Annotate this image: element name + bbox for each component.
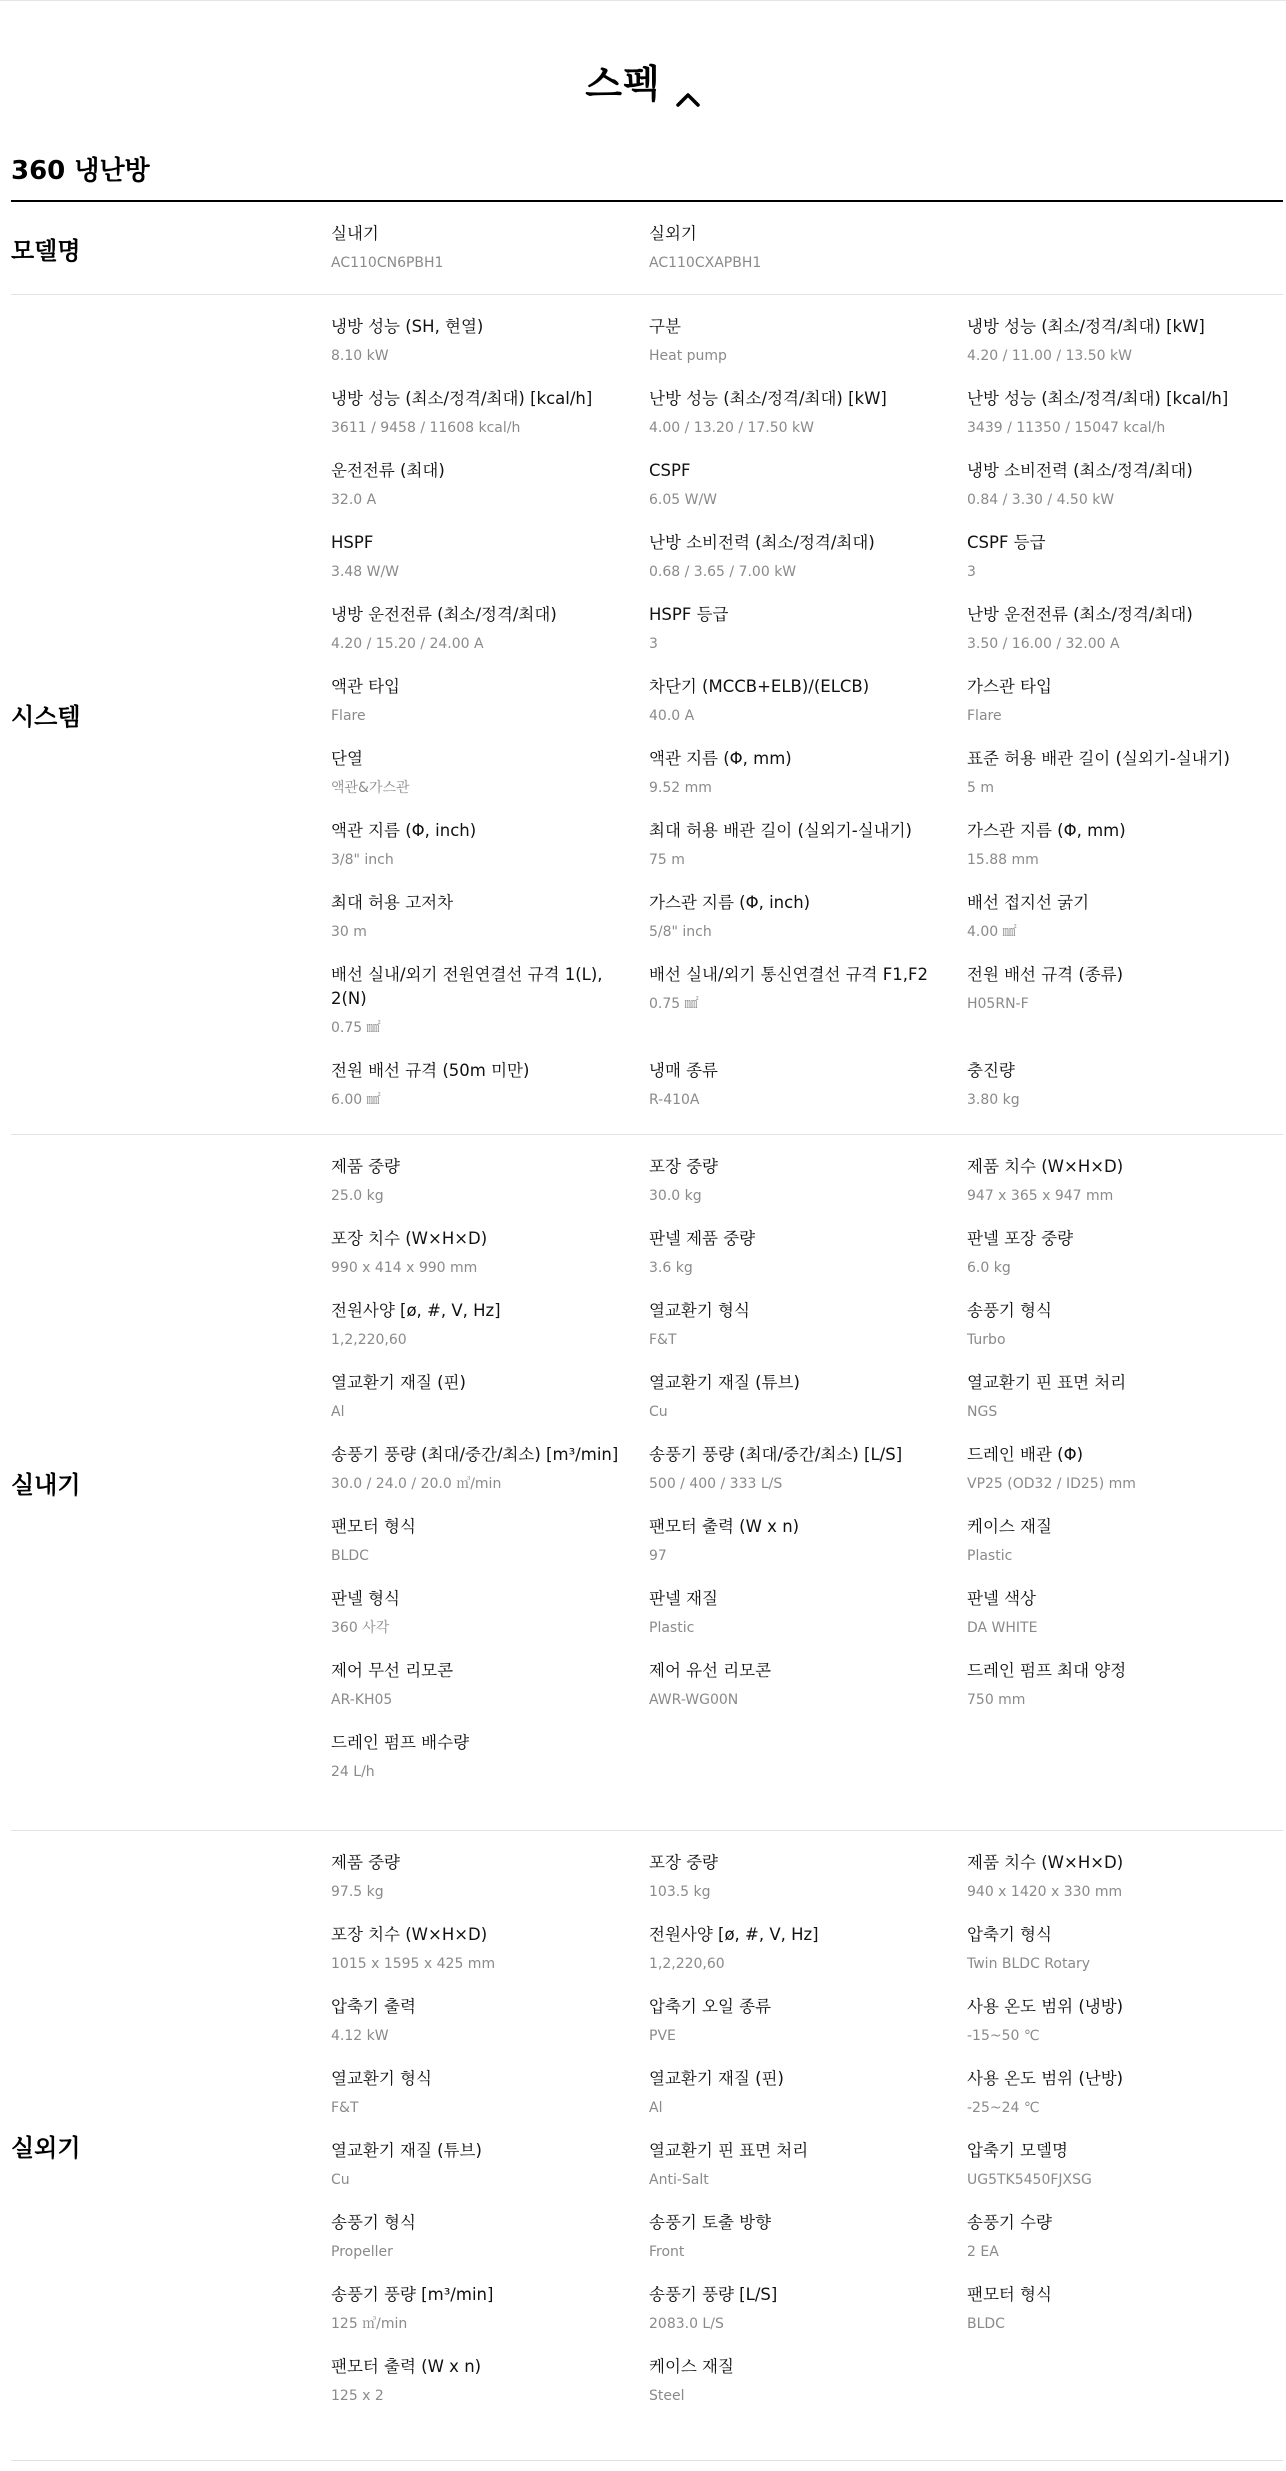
spec-item-value: 75 m xyxy=(649,852,685,868)
spec-item xyxy=(649,1587,967,1659)
spec-item-label: 냉방 성능 (최소/정격/최대) [kW] xyxy=(967,317,1205,336)
spec-item xyxy=(331,1587,649,1659)
spec-item-label: 열교환기 재질 (핀) xyxy=(649,2069,784,2088)
spec-item-value: 3.80 kg xyxy=(967,1092,1020,1108)
spec-item xyxy=(649,819,967,891)
spec-item-value: F&T xyxy=(649,1332,677,1348)
spec-item-value: 30.0 kg xyxy=(649,1188,702,1204)
spec-item xyxy=(331,603,649,675)
spec-item-value: -25~24 ℃ xyxy=(967,2100,1040,2116)
section-indoor xyxy=(11,1135,1283,1830)
product-title: 360 냉난방 xyxy=(11,156,150,186)
spec-item-label: 판넬 색상 xyxy=(967,1589,1037,1608)
spec-item xyxy=(967,819,1283,891)
spec-item-label: 제어 유선 리모콘 xyxy=(649,1661,772,1680)
spec-item-label: 판넬 포장 중량 xyxy=(967,1229,1074,1248)
spec-item-value: AC110CN6PBH1 xyxy=(331,255,444,271)
spec-item xyxy=(649,1995,967,2067)
spec-item xyxy=(967,315,1283,387)
spec-item-value: Anti-Salt xyxy=(649,2172,709,2188)
spec-item-label: 냉방 성능 (SH, 현열) xyxy=(331,317,484,336)
spec-item-label: 운전전류 (최대) xyxy=(331,461,445,480)
spec-item-label: 난방 소비전력 (최소/정격/최대) xyxy=(649,533,875,552)
spec-item xyxy=(967,1659,1283,1731)
spec-item-label: 팬모터 형식 xyxy=(331,1517,416,1536)
spec-item xyxy=(967,2211,1283,2283)
section-label-outdoor: 실외기 xyxy=(11,2134,81,2162)
spec-item-value: 947 x 365 x 947 mm xyxy=(967,1188,1114,1204)
spec-item xyxy=(649,459,967,531)
spec-item xyxy=(331,1515,649,1587)
spec-item-value: Plastic xyxy=(649,1620,695,1636)
spec-item-value: 3.50 / 16.00 / 32.00 A xyxy=(967,636,1120,652)
spec-item xyxy=(649,1851,967,1923)
spec-item-value: AR-KH05 xyxy=(331,1692,393,1708)
spec-item-label: 전원 배선 규격 (종류) xyxy=(967,965,1124,984)
spec-item-label: 전원 배선 규격 (50m 미만) xyxy=(331,1061,530,1080)
spec-item xyxy=(331,2283,649,2355)
spec-item-label: 드레인 배관 (Φ) xyxy=(967,1445,1084,1464)
spec-item-value: 750 mm xyxy=(967,1692,1026,1708)
spec-header xyxy=(0,50,1286,110)
spec-item-label: HSPF 등급 xyxy=(649,605,729,624)
spec-item xyxy=(331,315,649,387)
spec-item xyxy=(331,1923,649,1995)
spec-item-value: 1,2,220,60 xyxy=(331,1332,407,1348)
spec-item xyxy=(331,1155,649,1227)
spec-item-label: 팬모터 출력 (W x n) xyxy=(331,2357,482,2376)
spec-item xyxy=(649,1299,967,1371)
spec-item-value: 5/8" inch xyxy=(649,924,712,940)
spec-item-label: HSPF xyxy=(331,533,374,552)
spec-item-label: 냉방 소비전력 (최소/정격/최대) xyxy=(967,461,1193,480)
spec-item-label: CSPF 등급 xyxy=(967,533,1046,552)
spec-item-value: BLDC xyxy=(331,1548,369,1564)
spec-item xyxy=(649,531,967,603)
spec-item-value: -15~50 ℃ xyxy=(967,2028,1040,2044)
spec-item-label: 배선 접지선 굵기 xyxy=(967,893,1090,912)
spec-item-value: 3 xyxy=(649,636,658,652)
spec-item xyxy=(967,891,1283,963)
spec-item xyxy=(331,2067,649,2139)
spec-item xyxy=(331,387,649,459)
spec-item-value: 6.0 kg xyxy=(967,1260,1011,1276)
section-system xyxy=(11,295,1283,1134)
spec-item-label: 열교환기 형식 xyxy=(649,1301,750,1320)
spec-item xyxy=(649,2355,967,2427)
spec-item-label: 제품 치수 (W×H×D) xyxy=(967,1157,1124,1176)
spec-item xyxy=(331,1659,649,1731)
spec-item-label: 판넬 형식 xyxy=(331,1589,401,1608)
spec-item-label: 팬모터 출력 (W x n) xyxy=(649,1517,800,1536)
spec-item xyxy=(967,387,1283,459)
spec-item-value: R-410A xyxy=(649,1092,700,1108)
spec-item-value: 360 사각 xyxy=(331,1620,390,1636)
spec-item xyxy=(649,963,967,1059)
spec-item-value: 3.48 W/W xyxy=(331,564,400,580)
section-model xyxy=(11,202,1283,294)
top-divider xyxy=(0,0,1286,1)
spec-item-value: 30 m xyxy=(331,924,367,940)
spec-item xyxy=(967,1155,1283,1227)
spec-item xyxy=(967,1851,1283,1923)
spec-item xyxy=(967,675,1283,747)
spec-item-label: 냉방 운전전류 (최소/정격/최대) xyxy=(331,605,557,624)
spec-item-label: 액관 타입 xyxy=(331,677,401,696)
spec-item-value: F&T xyxy=(331,2100,359,2116)
spec-item-value: 40.0 A xyxy=(649,708,695,724)
spec-item-value: 액관&가스관 xyxy=(331,780,410,796)
spec-item xyxy=(331,675,649,747)
spec-item-value: 6.00 ㎟ xyxy=(331,1092,381,1108)
spec-item-label: 송풍기 형식 xyxy=(967,1301,1052,1320)
spec-item xyxy=(649,1227,967,1299)
spec-item-value: 500 / 400 / 333 L/S xyxy=(649,1476,783,1492)
spec-item-value: 30.0 / 24.0 / 20.0 ㎥/min xyxy=(331,1476,502,1492)
spec-item xyxy=(649,1659,967,1731)
spec-item-label: 구분 xyxy=(649,317,681,336)
bottom-divider xyxy=(11,2460,1283,2461)
spec-item-label: 단열 xyxy=(331,749,363,768)
spec-title: 스펙 xyxy=(585,61,661,106)
spec-item-value: Cu xyxy=(331,2172,350,2188)
spec-item-value: PVE xyxy=(649,2028,676,2044)
spec-item-value: UG5TK5450FJXSG xyxy=(967,2172,1092,2188)
spec-item-label: 압축기 모델명 xyxy=(967,2141,1068,2160)
spec-item-value: Turbo xyxy=(967,1332,1006,1348)
spec-item xyxy=(331,1299,649,1371)
spec-item xyxy=(331,891,649,963)
spec-item-label: 가스관 타입 xyxy=(967,677,1052,696)
spec-item-value: Propeller xyxy=(331,2244,393,2260)
spec-item-value: 3 xyxy=(967,564,976,580)
spec-item xyxy=(967,2139,1283,2211)
spec-item-label: 송풍기 풍량 (최대/중간/최소) [m³/min] xyxy=(331,1445,619,1464)
spec-item xyxy=(649,315,967,387)
spec-item-value: Plastic xyxy=(967,1548,1013,1564)
spec-grid-indoor xyxy=(331,1155,1283,1803)
spec-item xyxy=(967,1923,1283,1995)
spec-item-label: 포장 치수 (W×H×D) xyxy=(331,1925,488,1944)
spec-item-label: 최대 허용 배관 길이 (실외기-실내기) xyxy=(649,821,912,840)
spec-item xyxy=(331,459,649,531)
spec-item-value: 1,2,220,60 xyxy=(649,1956,725,1972)
spec-item xyxy=(967,1059,1283,1131)
spec-item-label: 송풍기 풍량 [m³/min] xyxy=(331,2285,494,2304)
spec-item-label: 배선 실내/외기 전원연결선 규격 1(L), 2(N) xyxy=(331,965,603,1008)
spec-item-label: 드레인 펌프 최대 양정 xyxy=(967,1661,1127,1680)
spec-item-label: 열교환기 재질 (튜브) xyxy=(649,1373,800,1392)
spec-item-value: 0.75 ㎟ xyxy=(649,996,699,1012)
spec-item xyxy=(967,1587,1283,1659)
spec-item-value: VP25 (OD32 / ID25) mm xyxy=(967,1476,1136,1492)
spec-item xyxy=(967,1299,1283,1371)
spec-item-label: 실내기 xyxy=(331,224,379,243)
spec-item-label: 사용 온도 범위 (난방) xyxy=(967,2069,1124,2088)
spec-item-label: 송풍기 풍량 [L/S] xyxy=(649,2285,778,2304)
spec-item-label: 압축기 형식 xyxy=(967,1925,1052,1944)
spec-item-label: 냉방 성능 (최소/정격/최대) [kcal/h] xyxy=(331,389,593,408)
spec-item-label: 액관 지름 (Φ, mm) xyxy=(649,749,792,768)
spec-item-value: 4.20 / 11.00 / 13.50 kW xyxy=(967,348,1132,364)
spec-item-value: 4.00 / 13.20 / 17.50 kW xyxy=(649,420,814,436)
spec-item xyxy=(331,531,649,603)
spec-item-label: 가스관 지름 (Φ, inch) xyxy=(649,893,811,912)
spec-item xyxy=(649,1371,967,1443)
spec-item xyxy=(331,2211,649,2283)
spec-item-label: 제품 중량 xyxy=(331,1853,401,1872)
spec-item xyxy=(331,819,649,891)
spec-item-value: 6.05 W/W xyxy=(649,492,718,508)
spec-item-value: 2083.0 L/S xyxy=(649,2316,724,2332)
spec-item-value: AWR-WG00N xyxy=(649,1692,739,1708)
spec-item-value: 15.88 mm xyxy=(967,852,1039,868)
spec-item-label: 충진량 xyxy=(967,1061,1015,1080)
spec-item-value: Flare xyxy=(331,708,366,724)
spec-item xyxy=(649,2067,967,2139)
spec-item-value: 125 x 2 xyxy=(331,2388,384,2404)
spec-item-label: 실외기 xyxy=(649,224,697,243)
spec-item xyxy=(331,2139,649,2211)
spec-item xyxy=(967,1227,1283,1299)
spec-item xyxy=(331,1995,649,2067)
spec-item-value: 0.68 / 3.65 / 7.00 kW xyxy=(649,564,797,580)
spec-item xyxy=(967,963,1283,1059)
spec-item-value: Twin BLDC Rotary xyxy=(967,1956,1091,1972)
spec-item-value: Steel xyxy=(649,2388,685,2404)
chevron-up-icon xyxy=(675,73,701,91)
spec-item xyxy=(331,963,649,1059)
spec-item-label: 열교환기 재질 (핀) xyxy=(331,1373,466,1392)
spec-item-value: 97 xyxy=(649,1548,667,1564)
spec-item xyxy=(649,747,967,819)
spec-item-label: 송풍기 형식 xyxy=(331,2213,416,2232)
spec-item-label: 전원사양 [ø, #, V, Hz] xyxy=(331,1301,501,1320)
spec-item xyxy=(649,603,967,675)
spec-item-label: 팬모터 형식 xyxy=(967,2285,1052,2304)
spec-item-value: 1015 x 1595 x 425 mm xyxy=(331,1956,496,1972)
spec-item xyxy=(649,1059,967,1131)
spec-item xyxy=(967,459,1283,531)
spec-item xyxy=(649,2283,967,2355)
spec-item-label: 냉매 종류 xyxy=(649,1061,719,1080)
spec-item-label: 송풍기 토출 방향 xyxy=(649,2213,772,2232)
spec-item-label: 케이스 재질 xyxy=(649,2357,734,2376)
spec-item-value: 32.0 A xyxy=(331,492,377,508)
spec-item xyxy=(331,1227,649,1299)
spec-item-label: 드레인 펌프 배수량 xyxy=(331,1733,470,1752)
spec-item-label: 차단기 (MCCB+ELB)/(ELCB) xyxy=(649,677,870,696)
spec-item-value: DA WHITE xyxy=(967,1620,1038,1636)
spec-item xyxy=(331,2355,649,2427)
spec-toggle-button[interactable] xyxy=(585,53,700,108)
spec-item-value: Flare xyxy=(967,708,1002,724)
spec-item xyxy=(967,2067,1283,2139)
section-outdoor xyxy=(11,1831,1283,2460)
spec-item xyxy=(967,531,1283,603)
spec-item-value: 3611 / 9458 / 11608 kcal/h xyxy=(331,420,521,436)
spec-item-value: Front xyxy=(649,2244,685,2260)
section-label-model: 모델명 xyxy=(11,236,81,265)
spec-item-value: 4.20 / 15.20 / 24.00 A xyxy=(331,636,484,652)
spec-grid-model xyxy=(331,222,1283,294)
spec-item-label: 가스관 지름 (Φ, mm) xyxy=(967,821,1126,840)
spec-item-value: 4.00 ㎟ xyxy=(967,924,1017,940)
spec-item-label: 송풍기 수량 xyxy=(967,2213,1052,2232)
spec-item-value: 125 ㎥/min xyxy=(331,2316,408,2332)
spec-item xyxy=(967,603,1283,675)
spec-item-label: 배선 실내/외기 통신연결선 규격 F1,F2 xyxy=(649,965,928,984)
spec-item-value: NGS xyxy=(967,1404,998,1420)
section-label-indoor: 실내기 xyxy=(11,1471,81,1499)
spec-item xyxy=(967,2283,1283,2355)
spec-item-value: Cu xyxy=(649,1404,668,1420)
section-label-system: 시스템 xyxy=(11,703,81,731)
spec-grid-outdoor xyxy=(331,1851,1283,2427)
spec-item xyxy=(967,1443,1283,1515)
spec-item-label: 열교환기 형식 xyxy=(331,2069,432,2088)
spec-item-value: 990 x 414 x 990 mm xyxy=(331,1260,478,1276)
spec-item xyxy=(649,222,967,294)
spec-item-label: 열교환기 핀 표면 처리 xyxy=(649,2141,809,2160)
spec-item-label: 포장 중량 xyxy=(649,1157,719,1176)
spec-item xyxy=(649,1515,967,1587)
spec-item-label: 판넬 제품 중량 xyxy=(649,1229,756,1248)
spec-item-value: Al xyxy=(649,2100,663,2116)
spec-item-value: Heat pump xyxy=(649,348,727,364)
spec-item-value: 4.12 kW xyxy=(331,2028,389,2044)
spec-item-label: 표준 허용 배관 길이 (실외기-실내기) xyxy=(967,749,1230,768)
spec-item-value: 3/8" inch xyxy=(331,852,394,868)
spec-item xyxy=(649,387,967,459)
spec-item-label: 제품 치수 (W×H×D) xyxy=(967,1853,1124,1872)
spec-item-label: 포장 치수 (W×H×D) xyxy=(331,1229,488,1248)
spec-item xyxy=(649,1443,967,1515)
spec-item-label: 압축기 출력 xyxy=(331,1997,416,2016)
spec-item-label: 압축기 오일 종류 xyxy=(649,1997,772,2016)
spec-item-value: 103.5 kg xyxy=(649,1884,711,1900)
spec-item xyxy=(649,675,967,747)
spec-item xyxy=(331,1371,649,1443)
spec-item-value: 0.75 ㎟ xyxy=(331,1020,381,1036)
spec-item-value: BLDC xyxy=(967,2316,1005,2332)
spec-item-label: 포장 중량 xyxy=(649,1853,719,1872)
spec-item xyxy=(967,1371,1283,1443)
spec-item-label: 케이스 재질 xyxy=(967,1517,1052,1536)
spec-item-label: 제품 중량 xyxy=(331,1157,401,1176)
spec-item-value: 8.10 kW xyxy=(331,348,389,364)
spec-item-value: Al xyxy=(331,1404,345,1420)
spec-item-value: H05RN-F xyxy=(967,996,1029,1012)
spec-item-label: 열교환기 재질 (튜브) xyxy=(331,2141,482,2160)
spec-item xyxy=(649,2211,967,2283)
spec-item xyxy=(331,1059,649,1131)
spec-item-label: 난방 운전전류 (최소/정격/최대) xyxy=(967,605,1193,624)
spec-item-value: 3439 / 11350 / 15047 kcal/h xyxy=(967,420,1166,436)
spec-item-value: 0.84 / 3.30 / 4.50 kW xyxy=(967,492,1115,508)
spec-grid-system xyxy=(331,315,1283,1131)
spec-item-label: 사용 온도 범위 (냉방) xyxy=(967,1997,1124,2016)
spec-item-value: 3.6 kg xyxy=(649,1260,693,1276)
spec-item-value: 24 L/h xyxy=(331,1764,375,1780)
spec-item-label: 송풍기 풍량 (최대/중간/최소) [L/S] xyxy=(649,1445,903,1464)
spec-item xyxy=(967,1995,1283,2067)
spec-item xyxy=(331,222,649,294)
spec-item xyxy=(649,1923,967,1995)
spec-item xyxy=(649,1155,967,1227)
spec-item-label: 제어 무선 리모콘 xyxy=(331,1661,454,1680)
spec-item-label: 열교환기 핀 표면 처리 xyxy=(967,1373,1127,1392)
spec-item xyxy=(649,891,967,963)
spec-item-label: 난방 성능 (최소/정격/최대) [kW] xyxy=(649,389,887,408)
spec-item-value: 97.5 kg xyxy=(331,1884,384,1900)
spec-item-label: 액관 지름 (Φ, inch) xyxy=(331,821,477,840)
spec-item xyxy=(967,747,1283,819)
spec-item xyxy=(967,1515,1283,1587)
spec-item-label: 판넬 재질 xyxy=(649,1589,719,1608)
spec-item-label: 전원사양 [ø, #, V, Hz] xyxy=(649,1925,819,1944)
spec-item-value: 940 x 1420 x 330 mm xyxy=(967,1884,1123,1900)
spec-item-label: CSPF xyxy=(649,461,691,480)
spec-item-label: 최대 허용 고저차 xyxy=(331,893,454,912)
spec-item xyxy=(331,1851,649,1923)
spec-item xyxy=(649,2139,967,2211)
spec-item xyxy=(331,1443,649,1515)
spec-item-value: 25.0 kg xyxy=(331,1188,384,1204)
spec-item-label: 난방 성능 (최소/정격/최대) [kcal/h] xyxy=(967,389,1229,408)
spec-item-value: 2 EA xyxy=(967,2244,999,2260)
spec-item-value: AC110CXAPBH1 xyxy=(649,255,762,271)
spec-item-value: 9.52 mm xyxy=(649,780,712,796)
spec-item xyxy=(331,747,649,819)
spec-item xyxy=(331,1731,649,1803)
spec-item-value: 5 m xyxy=(967,780,994,796)
